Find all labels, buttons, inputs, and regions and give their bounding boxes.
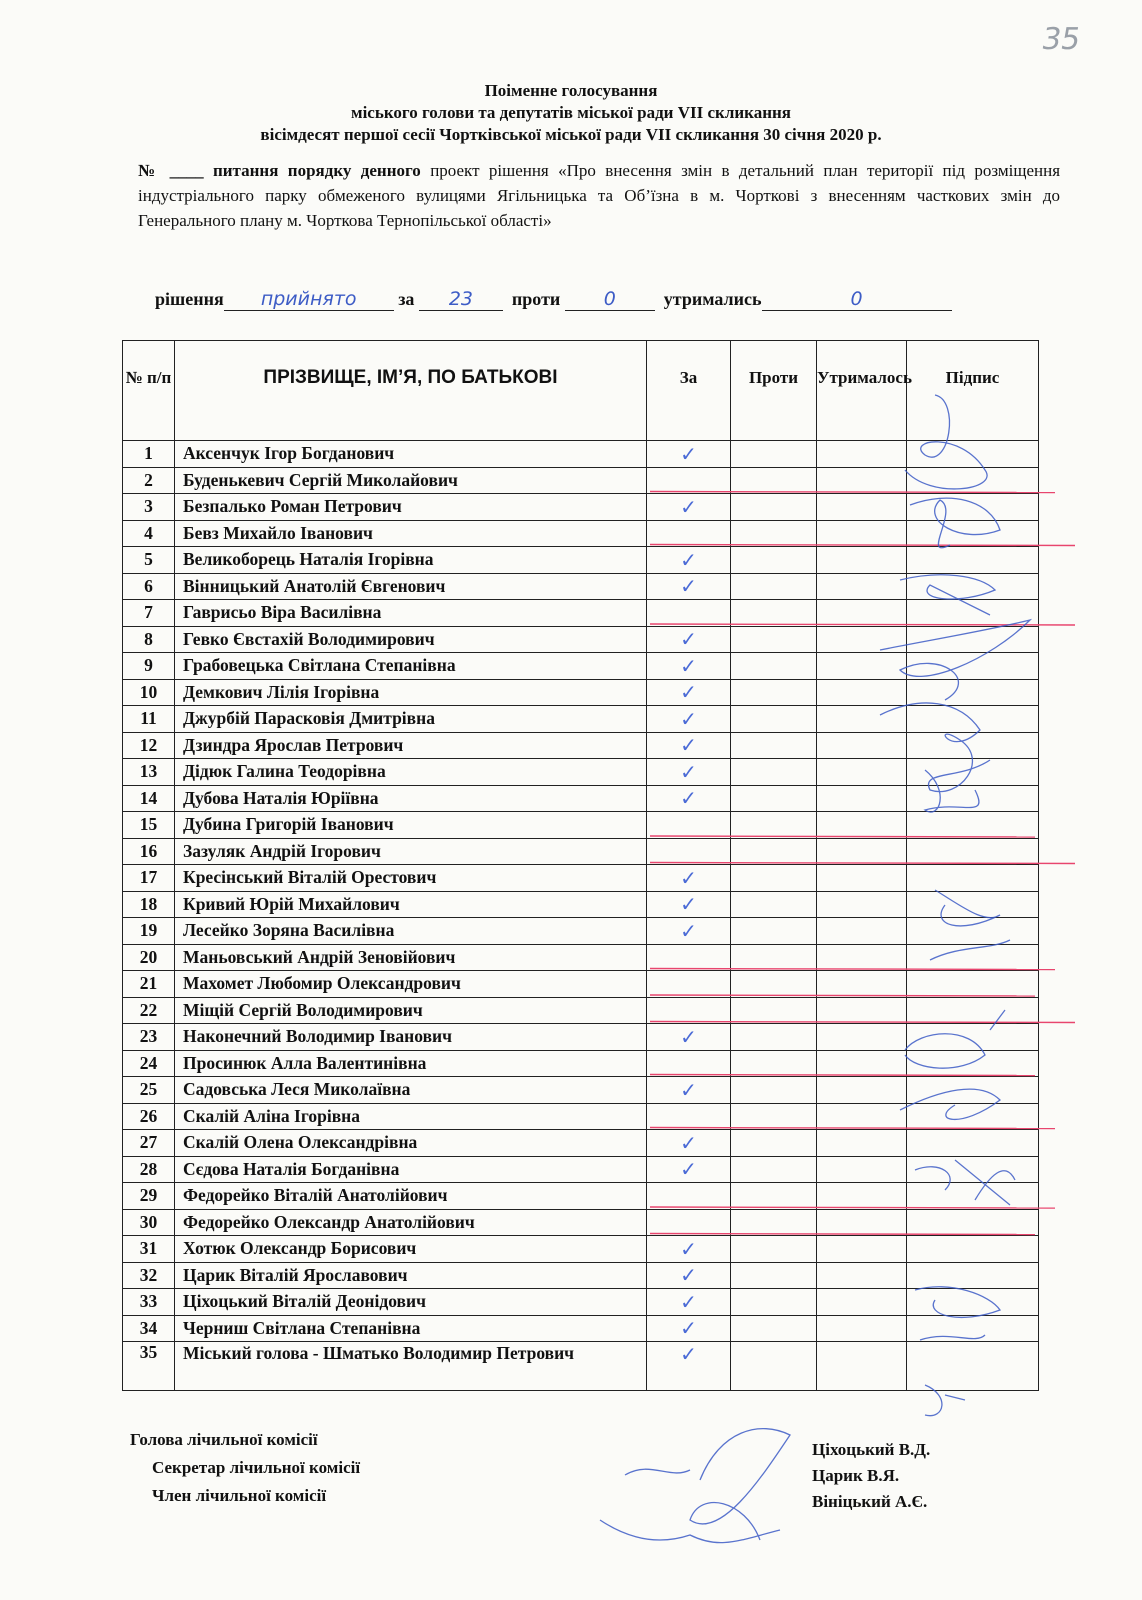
row-name: Махомет Любомир Олександрович bbox=[175, 971, 647, 998]
row-number: 1 bbox=[123, 441, 175, 468]
secretary-label: Секретар лічильної комісії bbox=[152, 1458, 361, 1477]
signature-scribble bbox=[880, 703, 990, 792]
decision-label: рішення bbox=[155, 289, 224, 309]
row-name: Федорейко Віталій Анатолійович bbox=[175, 1183, 647, 1210]
row-number: 29 bbox=[123, 1183, 175, 1210]
row-name: Ціхоцький Віталій Деонідович bbox=[175, 1289, 647, 1316]
check-mark-icon: ✓ bbox=[680, 1342, 697, 1366]
check-mark-icon: ✓ bbox=[680, 680, 697, 705]
check-mark-icon: ✓ bbox=[680, 627, 697, 652]
check-mark-icon: ✓ bbox=[680, 653, 697, 678]
question-number: № ____ питання порядку денного bbox=[138, 161, 421, 180]
row-name: Безпалько Роман Петрович bbox=[175, 494, 647, 521]
row-name: Великоборець Наталія Ігорівна bbox=[175, 547, 647, 574]
header-for: За bbox=[647, 341, 731, 441]
row-number: 32 bbox=[123, 1262, 175, 1289]
header-subtitle: міського голови та депутатів міської ради VII скликання bbox=[351, 103, 791, 122]
header-abstain: Утрималось bbox=[817, 341, 907, 441]
row-number: 30 bbox=[123, 1209, 175, 1236]
row-name: Федорейко Олександр Анатолійович bbox=[175, 1209, 647, 1236]
secretary-name: Царик В.Я. bbox=[812, 1466, 900, 1485]
chair-label: Голова лічильної комісії bbox=[130, 1430, 318, 1449]
check-mark-icon: ✓ bbox=[680, 1289, 697, 1314]
row-name: Зазуляк Андрій Ігорович bbox=[175, 838, 647, 865]
check-mark-icon: ✓ bbox=[680, 1263, 697, 1288]
row-name: Дзиндра Ярослав Петрович bbox=[175, 732, 647, 759]
row-name: Гаврисьо Віра Василівна bbox=[175, 600, 647, 627]
signature-scribble bbox=[880, 620, 1030, 700]
row-number: 33 bbox=[123, 1289, 175, 1316]
row-name: Міщій Сергій Володимирович bbox=[175, 997, 647, 1024]
signature-scribble bbox=[900, 1089, 1000, 1119]
row-number: 22 bbox=[123, 997, 175, 1024]
row-name: Маньовський Андрій Зеновійович bbox=[175, 944, 647, 971]
row-number: 3 bbox=[123, 494, 175, 521]
check-mark-icon: ✓ bbox=[680, 1130, 697, 1155]
row-number: 24 bbox=[123, 1050, 175, 1077]
strike-line bbox=[650, 1234, 1035, 1235]
signature-scribble bbox=[915, 1287, 1000, 1340]
question-text: проект рішення «Про внесення змін в детальний план території під розміщення індустріального парку обмеженого вулицями Ягільницька та Об’їзна в м. Чорткові з внесенням часткових змін до Генерального плану м. Чорткова Тернопільської області» bbox=[138, 161, 1061, 230]
row-number: 31 bbox=[123, 1236, 175, 1263]
check-mark-icon: ✓ bbox=[680, 865, 697, 890]
row-name: Лесейко Зоряна Василівна bbox=[175, 918, 647, 945]
row-name: Скалій Олена Олександрівна bbox=[175, 1130, 647, 1157]
check-mark-icon: ✓ bbox=[680, 733, 697, 758]
strike-line bbox=[650, 1207, 1055, 1208]
row-name: Садовська Леся Миколаївна bbox=[175, 1077, 647, 1104]
for-value: 23 bbox=[419, 288, 503, 311]
row-name: Хотюк Олександр Борисович bbox=[175, 1236, 647, 1263]
signature-scribble bbox=[900, 575, 995, 615]
check-mark-icon: ✓ bbox=[680, 547, 697, 572]
header-title: Поіменне голосування bbox=[484, 81, 658, 100]
check-mark-icon: ✓ bbox=[680, 1236, 697, 1261]
row-number: 18 bbox=[123, 891, 175, 918]
row-number: 11 bbox=[123, 706, 175, 733]
row-name: Бевз Михайло Іванович bbox=[175, 520, 647, 547]
row-number: 25 bbox=[123, 1077, 175, 1104]
row-number: 20 bbox=[123, 944, 175, 971]
strike-line bbox=[650, 545, 1075, 546]
chair-name: Ціхоцький В.Д. bbox=[812, 1440, 931, 1459]
check-mark-icon: ✓ bbox=[680, 706, 697, 731]
strike-line bbox=[650, 863, 1075, 864]
check-mark-icon: ✓ bbox=[680, 918, 697, 943]
signature-scribble bbox=[910, 498, 1000, 548]
header-name: ПРІЗВИЩЕ, ІМ’Я, ПО БАТЬКОВІ bbox=[175, 341, 647, 441]
signature-scribble bbox=[915, 1160, 1015, 1205]
row-name: Аксенчук Ігор Богданович bbox=[175, 441, 647, 468]
signature-scribble bbox=[925, 1385, 965, 1416]
signature-scribble bbox=[930, 890, 1010, 960]
header-against: Проти bbox=[731, 341, 817, 441]
strike-line bbox=[650, 1022, 1075, 1023]
header-signature: Підпис bbox=[907, 341, 1039, 441]
strike-line bbox=[650, 1075, 1035, 1076]
row-number: 28 bbox=[123, 1156, 175, 1183]
row-number: 12 bbox=[123, 732, 175, 759]
decision-value: прийнято bbox=[224, 288, 394, 311]
row-name: Джурбій Парасковія Дмитрівна bbox=[175, 706, 647, 733]
signature-scribble bbox=[600, 1520, 780, 1543]
row-number: 7 bbox=[123, 600, 175, 627]
row-number: 27 bbox=[123, 1130, 175, 1157]
header-session: вісімдесят першої сесії Чортківської міської ради VII скликання 30 січня 2020 р. bbox=[260, 125, 882, 144]
check-mark-icon: ✓ bbox=[680, 441, 697, 466]
signature-scribble bbox=[625, 1429, 790, 1540]
row-name: Дубина Григорій Іванович bbox=[175, 812, 647, 839]
abstained-value: 0 bbox=[762, 288, 952, 311]
row-name: Дідюк Галина Теодорівна bbox=[175, 759, 647, 786]
against-label: проти bbox=[511, 289, 561, 309]
check-mark-icon: ✓ bbox=[680, 1157, 697, 1182]
row-number: 21 bbox=[123, 971, 175, 998]
row-name: Гевко Євстахій Володимирович bbox=[175, 626, 647, 653]
for-label: за bbox=[398, 289, 415, 309]
row-name: Черниш Світлана Степанівна bbox=[175, 1315, 647, 1342]
row-number: 5 bbox=[123, 547, 175, 574]
strike-line bbox=[650, 836, 1035, 837]
row-name: Кривий Юрій Михайлович bbox=[175, 891, 647, 918]
check-mark-icon: ✓ bbox=[680, 574, 697, 599]
check-mark-icon: ✓ bbox=[680, 1077, 697, 1102]
row-number: 13 bbox=[123, 759, 175, 786]
row-number: 9 bbox=[123, 653, 175, 680]
check-mark-icon: ✓ bbox=[680, 1024, 697, 1049]
header-number: № п/п bbox=[123, 341, 175, 441]
member-name: Вініцький А.Є. bbox=[812, 1492, 928, 1511]
row-name: Грабовецька Світлана Степанівна bbox=[175, 653, 647, 680]
check-mark-icon: ✓ bbox=[680, 759, 697, 784]
page-number: 35 bbox=[1038, 22, 1084, 57]
row-name: Дубова Наталія Юріївна bbox=[175, 785, 647, 812]
row-name: Вінницький Анатолій Євгенович bbox=[175, 573, 647, 600]
row-number: 16 bbox=[123, 838, 175, 865]
row-number: 34 bbox=[123, 1315, 175, 1342]
check-mark-icon: ✓ bbox=[680, 1316, 697, 1341]
strike-line bbox=[650, 1128, 1055, 1129]
against-value: 0 bbox=[565, 288, 655, 311]
strike-line bbox=[650, 969, 1055, 970]
row-number: 17 bbox=[123, 865, 175, 892]
signature-scribble bbox=[905, 395, 987, 489]
row-name: Царик Віталій Ярославович bbox=[175, 1262, 647, 1289]
strike-line bbox=[650, 995, 1035, 996]
row-number: 14 bbox=[123, 785, 175, 812]
signature-scribble bbox=[905, 1010, 1005, 1068]
check-mark-icon: ✓ bbox=[680, 892, 697, 917]
abstained-label: утримались bbox=[663, 289, 762, 309]
check-mark-icon: ✓ bbox=[680, 786, 697, 811]
row-name: Міський голова - Шматько Володимир Петрович bbox=[175, 1342, 647, 1391]
row-name: Демкович Лілія Ігорівна bbox=[175, 679, 647, 706]
row-number: 35 bbox=[123, 1342, 175, 1391]
row-name: Сєдова Наталія Богданівна bbox=[175, 1156, 647, 1183]
row-name: Наконечний Володимир Іванович bbox=[175, 1024, 647, 1051]
row-number: 6 bbox=[123, 573, 175, 600]
strike-lines bbox=[650, 492, 1075, 1235]
row-number: 15 bbox=[123, 812, 175, 839]
row-name: Буденькевич Сергій Миколайович bbox=[175, 467, 647, 494]
row-number: 23 bbox=[123, 1024, 175, 1051]
check-mark-icon: ✓ bbox=[680, 494, 697, 519]
row-name: Кресінський Віталій Орестович bbox=[175, 865, 647, 892]
row-number: 8 bbox=[123, 626, 175, 653]
member-label: Член лічильної комісії bbox=[152, 1486, 327, 1505]
strike-line bbox=[650, 492, 1055, 493]
row-number: 19 bbox=[123, 918, 175, 945]
row-name: Скалій Аліна Ігорівна bbox=[175, 1103, 647, 1130]
row-name: Просинюк Алла Валентинівна bbox=[175, 1050, 647, 1077]
row-number: 10 bbox=[123, 679, 175, 706]
row-number: 2 bbox=[123, 467, 175, 494]
row-number: 26 bbox=[123, 1103, 175, 1130]
row-number: 4 bbox=[123, 520, 175, 547]
